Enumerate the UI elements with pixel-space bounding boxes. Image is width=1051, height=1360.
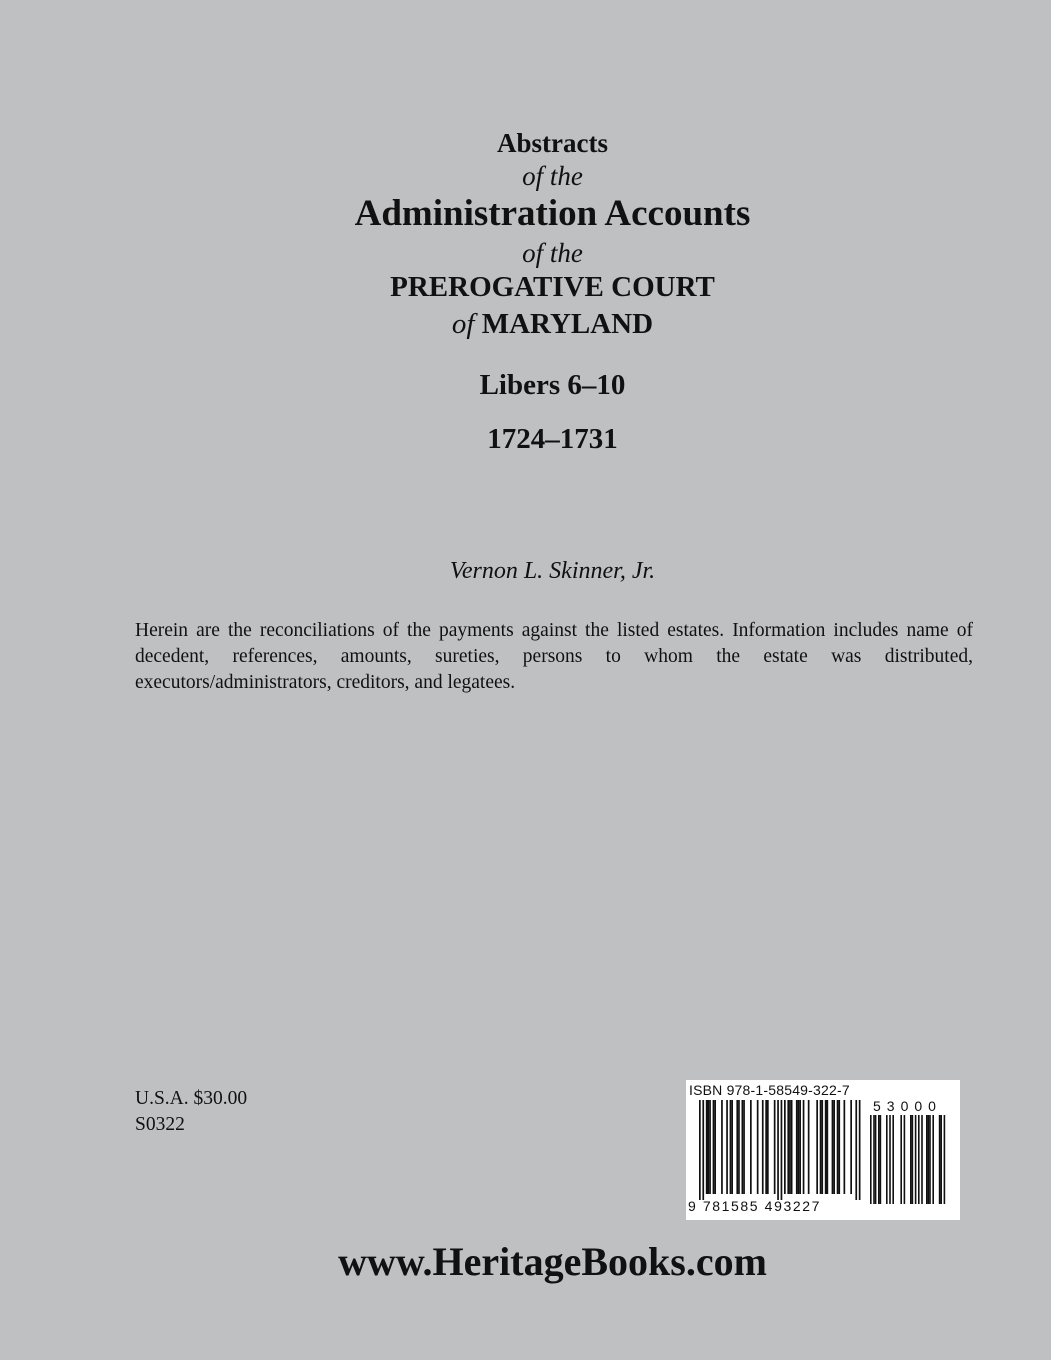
product-code: S0322 bbox=[135, 1114, 185, 1135]
barcode-bar bbox=[855, 1100, 857, 1200]
addon-bar bbox=[921, 1115, 923, 1204]
author-signature: Vernon L. Skinner, Jr. bbox=[449, 558, 656, 584]
title-years: 1724–1731 bbox=[487, 422, 618, 455]
barcode-bar bbox=[738, 1100, 740, 1194]
cover-title-block bbox=[0, 128, 1051, 456]
addon-bar bbox=[892, 1115, 894, 1204]
addon-bar bbox=[915, 1115, 917, 1204]
barcode-bar bbox=[827, 1100, 829, 1194]
title-of-the-second: of the bbox=[522, 237, 583, 268]
isbn-barcode bbox=[686, 1080, 960, 1220]
barcode-bar bbox=[787, 1100, 789, 1194]
barcode-bar bbox=[832, 1100, 834, 1194]
barcode-bar bbox=[743, 1100, 745, 1194]
title-libers: Libers 6–10 bbox=[479, 369, 626, 402]
addon-bar bbox=[932, 1115, 934, 1204]
barcode-bar bbox=[777, 1100, 779, 1200]
barcode-bar bbox=[726, 1100, 728, 1194]
barcode-bar bbox=[721, 1100, 723, 1194]
barcode-bar bbox=[808, 1100, 810, 1194]
title-maryland-line bbox=[0, 308, 1051, 341]
barcode-bar bbox=[762, 1100, 764, 1194]
addon-bar bbox=[939, 1115, 941, 1204]
title-court: PREROGATIVE COURT bbox=[390, 270, 715, 303]
addon-bar bbox=[940, 1115, 942, 1204]
addon-bar bbox=[889, 1115, 891, 1204]
barcode-bar bbox=[825, 1100, 827, 1194]
title-of-word: of bbox=[451, 308, 475, 341]
barcode-bar bbox=[702, 1100, 704, 1200]
barcode-price-code: 53000 bbox=[873, 1098, 942, 1114]
addon-bar bbox=[928, 1115, 930, 1204]
barcode-bar bbox=[799, 1100, 801, 1194]
barcode-bar bbox=[781, 1100, 783, 1200]
barcode-bar bbox=[774, 1100, 776, 1194]
price-label: U.S.A. $30.00 bbox=[135, 1088, 248, 1109]
barcode-bar bbox=[736, 1100, 738, 1194]
barcode-bar bbox=[820, 1100, 822, 1194]
barcode-bar bbox=[838, 1100, 840, 1194]
barcode-bar bbox=[765, 1100, 767, 1194]
barcode-bar bbox=[709, 1100, 711, 1194]
barcode-bar bbox=[789, 1100, 791, 1194]
title-of-the-first: of the bbox=[522, 161, 583, 192]
barcode-bar bbox=[706, 1100, 708, 1194]
barcode-bar bbox=[850, 1100, 852, 1194]
barcode-bar bbox=[798, 1100, 800, 1194]
addon-bar bbox=[886, 1115, 888, 1204]
barcode-bar bbox=[714, 1100, 716, 1194]
addon-bar bbox=[904, 1115, 906, 1204]
barcode-digits: 9 781585 493227 bbox=[688, 1198, 821, 1214]
title-main: Administration Accounts bbox=[354, 193, 751, 235]
addon-bar bbox=[900, 1115, 902, 1204]
barcode-bar bbox=[859, 1100, 861, 1200]
barcode-bar bbox=[796, 1100, 798, 1194]
barcode-bar bbox=[757, 1100, 759, 1194]
addon-bar bbox=[918, 1115, 920, 1204]
barcode-bar bbox=[699, 1100, 701, 1200]
barcode-bar bbox=[803, 1100, 805, 1194]
title-maryland: MARYLAND bbox=[481, 308, 654, 341]
addon-bar bbox=[926, 1115, 928, 1204]
isbn-label: ISBN 978-1-58549-322-7 bbox=[689, 1082, 850, 1098]
addon-bar bbox=[875, 1115, 877, 1204]
barcode-bar bbox=[791, 1100, 793, 1194]
barcode-bar bbox=[713, 1100, 715, 1194]
description-paragraph: Herein are the reconciliations of the payments against the listed estates. Information includes name of decedent, references, amounts, sureties, persons to whom the estate was distributed, executors/administrators, creditors, and legatees. bbox=[135, 620, 973, 693]
barcode-bar bbox=[750, 1100, 752, 1194]
price-block bbox=[135, 1086, 247, 1138]
barcode-bar bbox=[837, 1100, 839, 1194]
addon-bar bbox=[944, 1115, 946, 1204]
barcode-bar bbox=[708, 1100, 710, 1194]
addon-bar bbox=[873, 1115, 875, 1204]
barcode-bar bbox=[784, 1100, 786, 1194]
barcode-bar bbox=[816, 1100, 818, 1194]
addon-bar bbox=[912, 1115, 914, 1204]
barcode-bar bbox=[844, 1100, 846, 1194]
barcode-bar bbox=[821, 1100, 823, 1194]
addon-bar bbox=[878, 1115, 880, 1204]
barcode-bar bbox=[833, 1100, 835, 1194]
publisher-website: www.HeritageBooks.com bbox=[338, 1239, 767, 1284]
addon-bar bbox=[870, 1115, 872, 1204]
barcode-bar bbox=[731, 1100, 733, 1194]
addon-bar bbox=[910, 1115, 912, 1204]
barcode-bar bbox=[767, 1100, 769, 1194]
barcode-bar bbox=[742, 1100, 744, 1194]
addon-bar bbox=[929, 1115, 931, 1204]
title-abstracts: Abstracts bbox=[497, 128, 608, 158]
addon-bar bbox=[880, 1115, 882, 1204]
barcode-bar bbox=[730, 1100, 732, 1194]
